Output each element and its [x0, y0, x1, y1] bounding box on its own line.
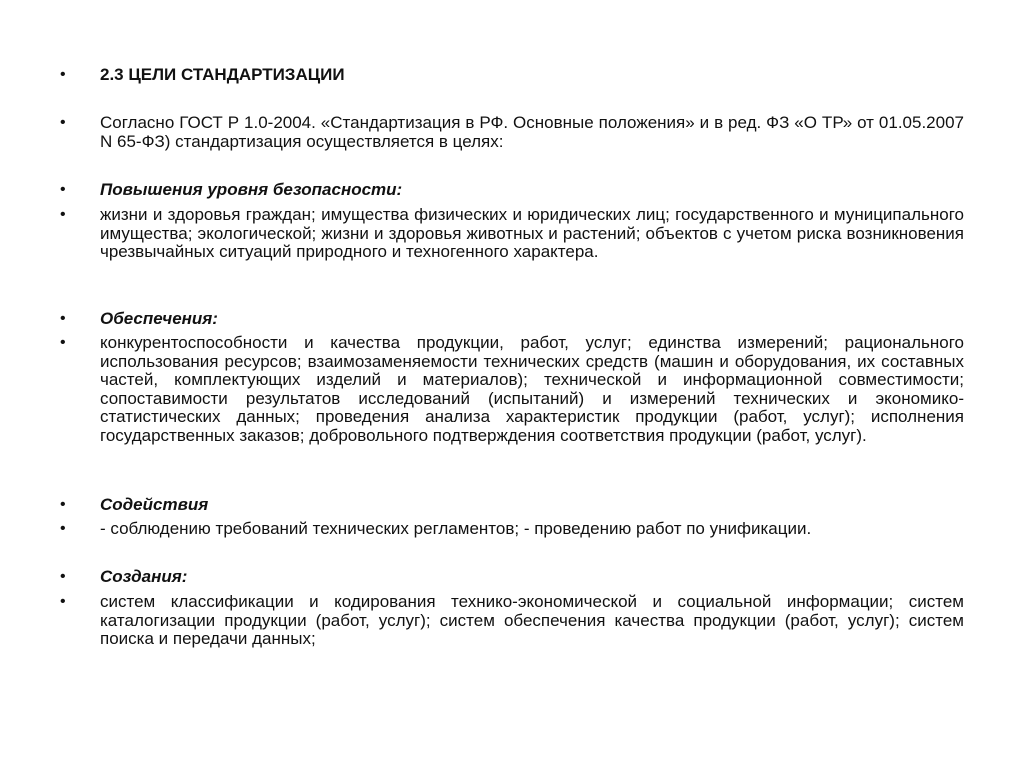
bullet-icon: •	[60, 568, 66, 585]
bullet-icon: •	[60, 593, 66, 610]
goal-heading-creation: Создания:	[100, 567, 188, 586]
goal-text-assistance: - соблюдению требований технических регламентов; - проведению работ по унификации.	[100, 519, 812, 538]
goal-text-creation: систем классификации и кодирования технико-экономической и социальной информации; систем каталогизации продукции (работ, услуг); систем обеспечения качества продукции (работ, услуг); систем поиска и передачи данных;	[100, 592, 964, 648]
bullet-icon: •	[60, 114, 66, 131]
bullet-icon: •	[60, 181, 66, 198]
bullet-icon: •	[60, 206, 66, 223]
goal-heading-assistance: Содействия	[100, 495, 209, 514]
bullet-icon: •	[60, 334, 66, 351]
goal-heading-safety: Повышения уровня безопасности:	[100, 180, 403, 199]
bullet-icon: •	[60, 66, 66, 83]
goal-text-safety: жизни и здоровья граждан; имущества физических и юридических лиц; государственного и муниципального имущества; экологической; жизни и здоровья животных и растений; объектов с учетом риска возникновения чрезвычайных ситуаций природного и техногенного характера.	[100, 205, 964, 261]
bullet-icon: •	[60, 310, 66, 327]
goal-text-ensuring: конкурентоспособности и качества продукции, работ, услуг; единства измерений; рационального использования ресурсов; взаимозаменяемости технических средств (машин и оборудования, их составных частей, комплектующих изделий и материалов); технической и информационной совместимости; сопоставимости результатов исследований (испытаний) и измерений технических и экономико-статистических данных; проведения анализа характеристик продукции (работ, услуг); исполнения государственных заказов; добровольного подтверждения соответствия продукции (работ, услуг).	[100, 333, 964, 445]
goal-heading-ensuring: Обеспечения:	[100, 309, 218, 328]
bullet-icon: •	[60, 520, 66, 537]
intro-paragraph: Согласно ГОСТ Р 1.0-2004. «Стандартизация в РФ. Основные положения» и в ред. ФЗ «О ТР» от 01.05.2007 N 65-ФЗ) стандартизация осуществляется в целях:	[100, 113, 964, 151]
bullet-icon: •	[60, 496, 66, 513]
section-heading: 2.3 ЦЕЛИ СТАНДАРТИЗАЦИИ	[100, 65, 345, 84]
